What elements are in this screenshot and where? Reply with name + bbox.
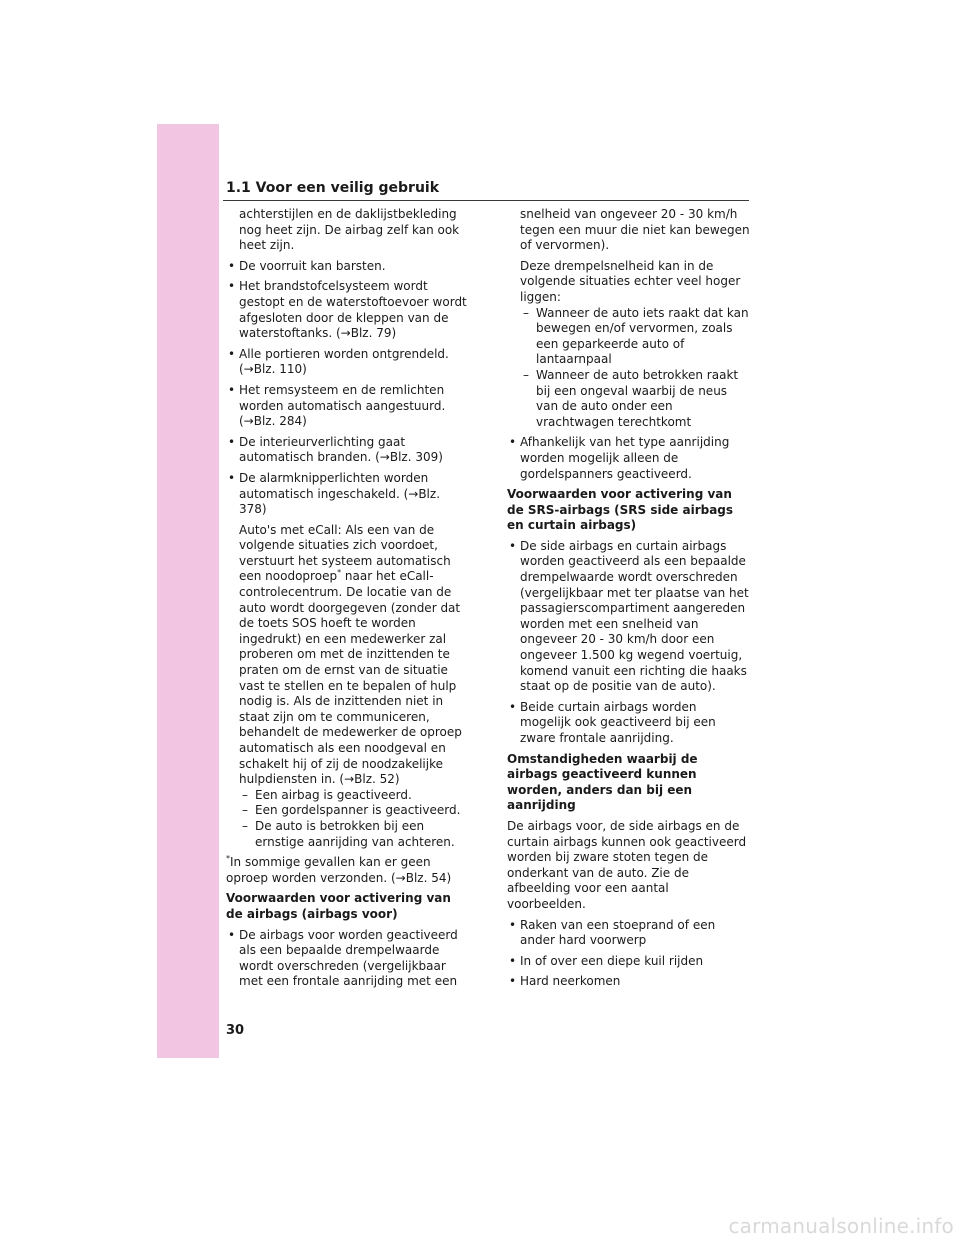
- footnote-text: In sommige gevallen kan er geen oproep worden verzonden. (→Blz. 54): [226, 855, 452, 885]
- list-item: • Afhankelijk van het type aanrijding worden mogelijk alleen de gordelspanners geactiveerd.: [507, 435, 751, 482]
- header-divider: [223, 200, 749, 201]
- dash-item: – Een airbag is geactiveerd.: [226, 788, 470, 804]
- page-number: 30: [226, 1023, 245, 1038]
- subheading: Voorwaarden voor activering van de airbags (airbags voor): [226, 891, 451, 921]
- footnote-marker: *: [337, 568, 342, 578]
- list-item: • De airbags voor worden geactiveerd als een bepaalde drempelwaarde wordt overschreden (vergelijkbaar met een frontale aanrijding met een: [226, 928, 470, 990]
- footnote: [226, 855, 470, 886]
- right-column: [507, 207, 751, 995]
- continued-paragraph: achterstijlen en de daklijstbekleding nog heet zijn. De airbag zelf kan ook heet zijn.: [239, 207, 460, 253]
- footnote-symbol: *: [226, 854, 230, 864]
- list-item: • Het brandstofcelsysteem wordt gestopt en de waterstoftoevoer wordt afgesloten door de kleppen van de waterstoftanks. (→Blz. 79): [226, 279, 470, 341]
- list-item: • Raken van een stoeprand of een ander hard voorwerp: [507, 918, 751, 949]
- list-item: • Hard neerkomen: [507, 974, 751, 990]
- paragraph: De airbags voor, de side airbags en de curtain airbags kunnen ook geactiveerd worden bij zware stoten tegen de onderkant van de auto. Zie de afbeelding voor een aantal voorbeelden.: [507, 818, 747, 911]
- list-item: • In of over een diepe kuil rijden: [507, 954, 751, 970]
- list-item: • De alarmknipperlichten worden automatisch ingeschakeld. (→Blz. 378): [226, 471, 470, 518]
- list-item: • Alle portieren worden ontgrendeld. (→Blz. 110): [226, 347, 470, 378]
- list-item: • De interieurverlichting gaat automatisch branden. (→Blz. 309): [226, 435, 470, 466]
- ecall-text-start: Auto's met eCall: Als een van de volgende situaties zich voordoet, verstuurt het systeem automatisch een noodoproep: [239, 522, 451, 584]
- threshold-paragraph: Deze drempelsnelheid kan in de volgende situaties echter veel hoger liggen:: [520, 258, 741, 304]
- list-item: • De side airbags en curtain airbags worden geactiveerd als een bepaalde drempelwaarde wordt overschreden (vergelijkbaar met ter plaatse van het passagierscompartiment aangereden worden met een snelheid van ongeveer 20 - 30 km/h door een ongeveer 1.500 kg wegend voertuig, komend vanuit een richting die haaks staat op de positie van de auto).: [507, 539, 751, 695]
- dash-item: – Wanneer de auto iets raakt dat kan bewegen en/of vervormen, zoals een geparkeerde auto of lantaarnpaal: [507, 306, 751, 368]
- section-title: 1.1 Voor een veilig gebruik: [226, 180, 440, 196]
- chapter-tab: [157, 124, 219, 1058]
- dash-item: – Wanneer de auto betrokken raakt bij een ongeval waarbij de neus van de auto onder een vrachtwagen terechtkomt: [507, 368, 751, 430]
- dash-item: – Een gordelspanner is geactiveerd.: [226, 803, 470, 819]
- ecall-text-end: naar het eCall-controlecentrum. De locatie van de auto wordt doorgegeven (zonder dat de toets SOS hoeft te worden ingedrukt) en een medewerker zal proberen om met de inzittenden te praten om de ernst van de situatie vast te stellen en te bepalen of hulp nodig is. Als de inzittenden niet in staat zijn om te communiceren, behandelt de medewerker de oproep automatisch als een noodgeval en schakelt hij of zij de noodzakelijke hulpdiensten in. (→Blz. 52): [239, 569, 462, 787]
- watermark: carmanualsonline.info: [728, 1214, 954, 1238]
- dash-item: – De auto is betrokken bij een ernstige aanrijding van achteren.: [226, 819, 470, 850]
- ecall-paragraph: [226, 523, 470, 788]
- left-column: [226, 207, 470, 995]
- continued-paragraph: snelheid van ongeveer 20 - 30 km/h tegen een muur die niet kan bewegen of vervormen).: [520, 207, 750, 253]
- list-item: • Het remsysteem en de remlichten worden automatisch aangestuurd. (→Blz. 284): [226, 383, 470, 430]
- subheading: Voorwaarden voor activering van de SRS-airbags (SRS side airbags en curtain airbags): [507, 487, 734, 533]
- subheading: Omstandigheden waarbij de airbags geactiveerd kunnen worden, anders dan bij een aanrijding: [507, 751, 698, 813]
- list-item: • De voorruit kan barsten.: [226, 259, 470, 275]
- list-item: • Beide curtain airbags worden mogelijk ook geactiveerd bij een zware frontale aanrijding.: [507, 700, 751, 747]
